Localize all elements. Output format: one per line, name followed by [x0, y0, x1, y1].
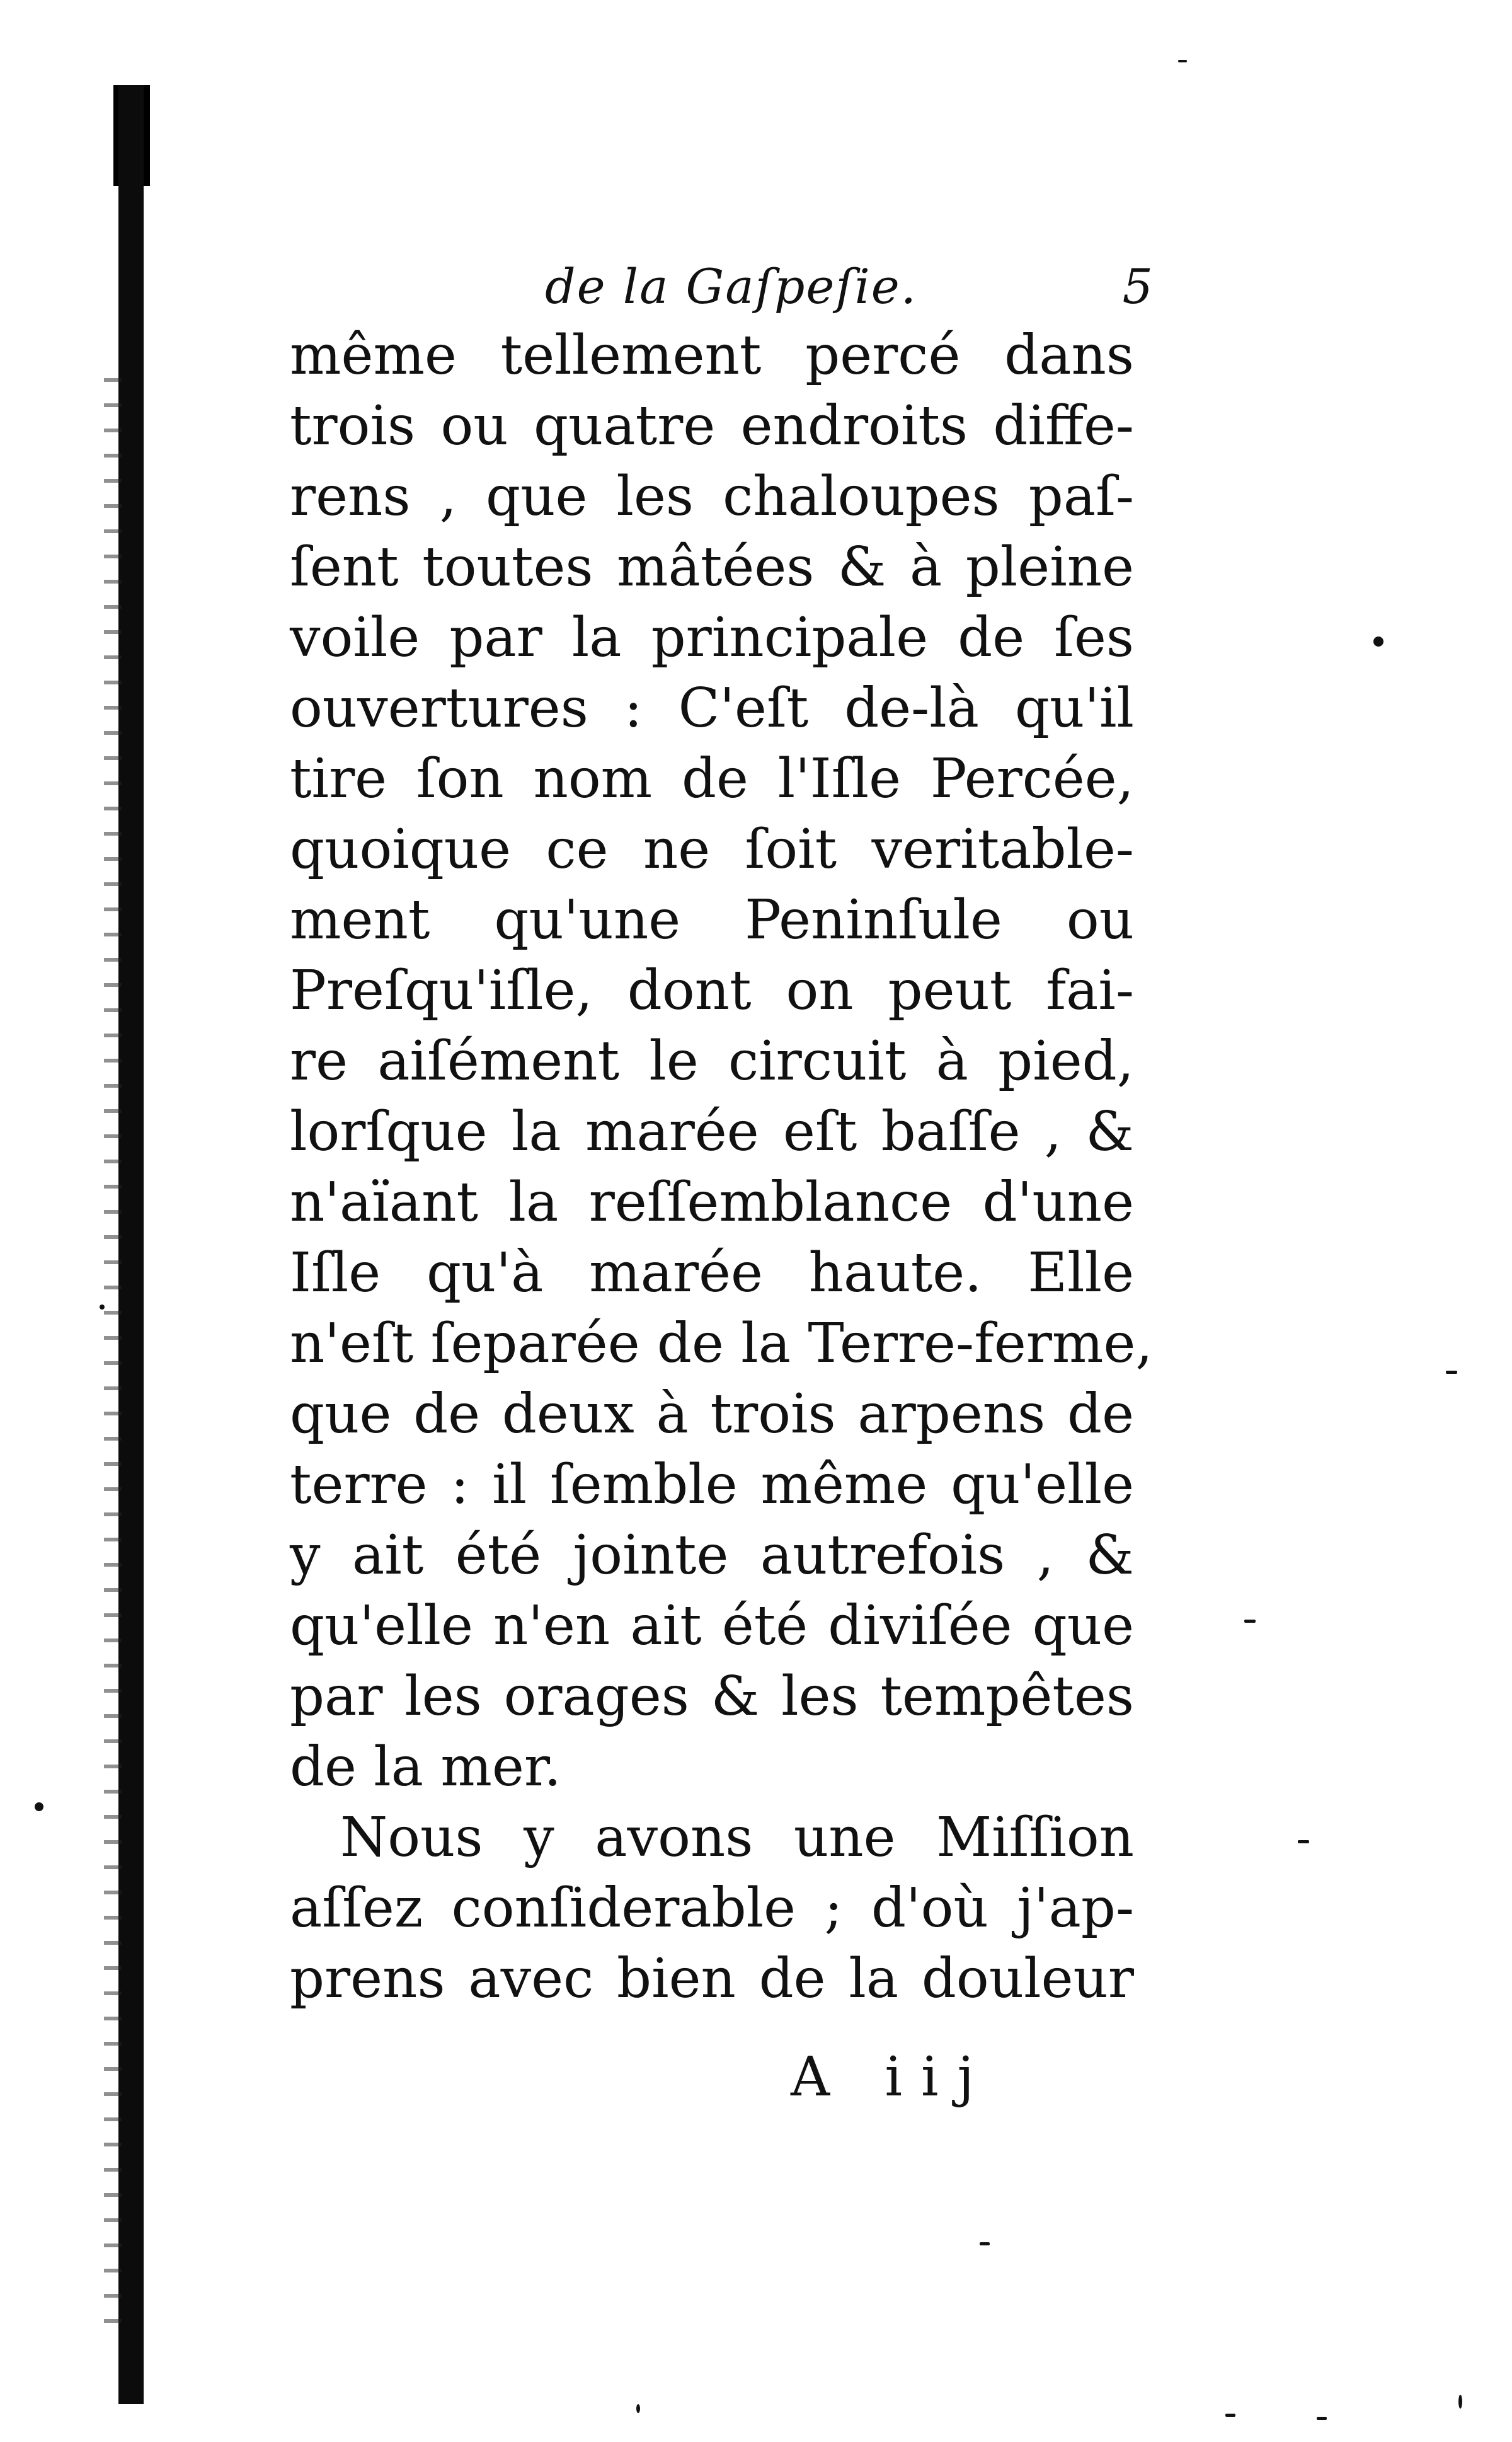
- ink-speck: [100, 1305, 105, 1310]
- text-line: trois ou quatre endroits diffe-: [290, 395, 1134, 458]
- text-line: qu'elle n'en ait été diviſée que: [290, 1594, 1134, 1657]
- ink-speck: [1317, 2417, 1327, 2420]
- ink-speck: [1446, 1371, 1457, 1374]
- paragraph-start-line: Nous y avons une Miſſion: [340, 1806, 1134, 1869]
- text-line: ſent toutes mâtées & à pleine: [290, 536, 1134, 599]
- text-line: prens avec bien de la douleur: [290, 1947, 1134, 2010]
- ink-speck: [1178, 60, 1187, 62]
- text-line: voile par la principale de ſes: [290, 606, 1134, 669]
- running-title: de la Gaſpeſie.: [545, 258, 917, 314]
- binding-fray: [104, 378, 122, 2332]
- text-line: terre : il ſemble même qu'elle: [290, 1453, 1134, 1516]
- text-line: Preſqu'iſle, dont on peut fai-: [290, 959, 1134, 1022]
- text-line: ouvertures : C'eſt de-là qu'il: [290, 677, 1134, 740]
- text-line: n'aïant la reſſemblance d'une: [290, 1171, 1134, 1234]
- text-line: rens , que les chaloupes paſ-: [290, 465, 1134, 528]
- ink-speck: [1244, 1620, 1256, 1623]
- ink-speck: [35, 1802, 43, 1811]
- text-line: y ait été jointe autrefois , &: [290, 1524, 1134, 1587]
- ink-speck: [1373, 636, 1383, 647]
- text-line: lorſque la marée eſt baſſe , &: [290, 1100, 1134, 1163]
- text-line: re aiſément le circuit à pied,: [290, 1030, 1134, 1093]
- text-line: aſſez conſiderable ; d'où j'ap-: [290, 1877, 1134, 1940]
- text-line: de la mer.: [290, 1736, 561, 1799]
- text-line: que de deux à trois arpens de: [290, 1383, 1134, 1446]
- ink-speck: [980, 2242, 990, 2245]
- ink-speck: [1458, 2395, 1462, 2409]
- text-line: quoique ce ne ſoit veritable-: [290, 818, 1134, 881]
- text-line: tire ſon nom de l'Iſle Percée,: [290, 747, 1134, 810]
- text-line: Iſle qu'à marée haute. Elle: [290, 1241, 1134, 1305]
- binding-edge: [118, 85, 144, 2404]
- ink-speck: [1298, 1840, 1309, 1843]
- text-line: ment qu'une Peninſule ou: [290, 889, 1134, 952]
- ink-speck: [636, 2404, 640, 2413]
- text-line: même tellement percé dans: [290, 324, 1134, 387]
- signature-mark: A iij: [791, 2046, 994, 2109]
- ink-speck: [1225, 2414, 1235, 2417]
- body-text: [290, 320, 1153, 2014]
- text-line: n'eſt ſeparée de la Terre-ferme,: [290, 1312, 1153, 1375]
- text-line: par les orages & les tempêtes: [290, 1665, 1134, 1728]
- running-head: [296, 252, 1153, 321]
- page-number: 5: [1122, 258, 1153, 314]
